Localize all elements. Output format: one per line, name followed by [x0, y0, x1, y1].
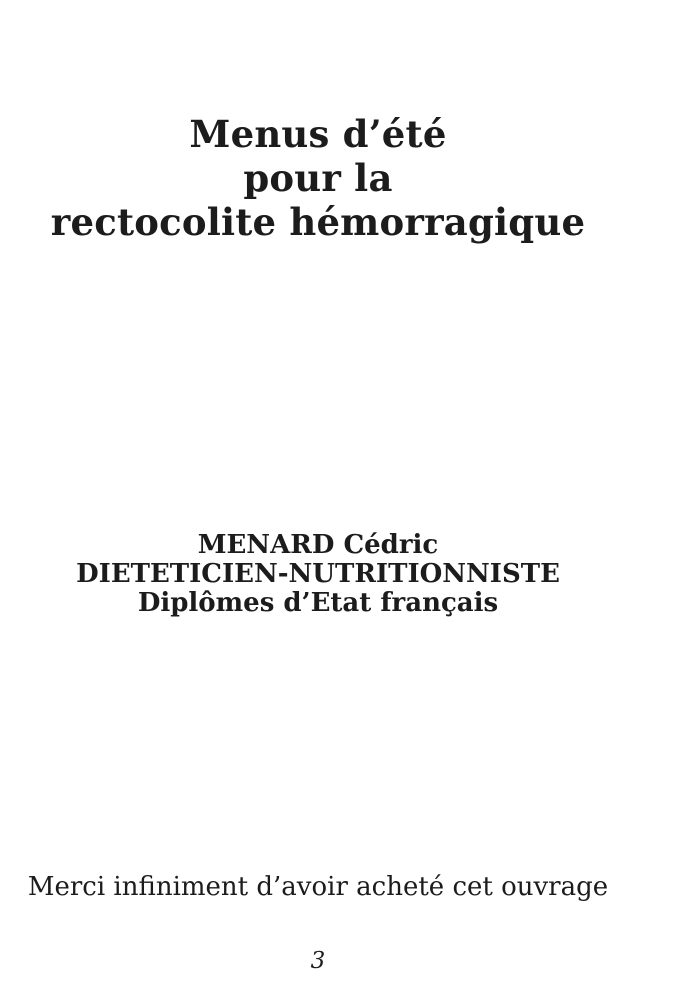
page-number: 3	[310, 948, 326, 974]
book-title-line-1: Menus d’été	[189, 112, 447, 156]
author-credentials: Diplômes d’Etat français	[137, 588, 499, 618]
thank-you-line: Merci infiniment d’avoir acheté cet ouvrage	[27, 872, 609, 902]
author-block	[0, 531, 636, 618]
author-name: MENARD Cédric	[197, 530, 439, 560]
book-title-line-3: rectocolite hémorragique	[50, 200, 586, 244]
author-profession: DIETETICIEN-NUTRITIONNISTE	[76, 559, 560, 589]
book-title-line-2: pour la	[243, 156, 393, 200]
book-title	[0, 112, 636, 244]
